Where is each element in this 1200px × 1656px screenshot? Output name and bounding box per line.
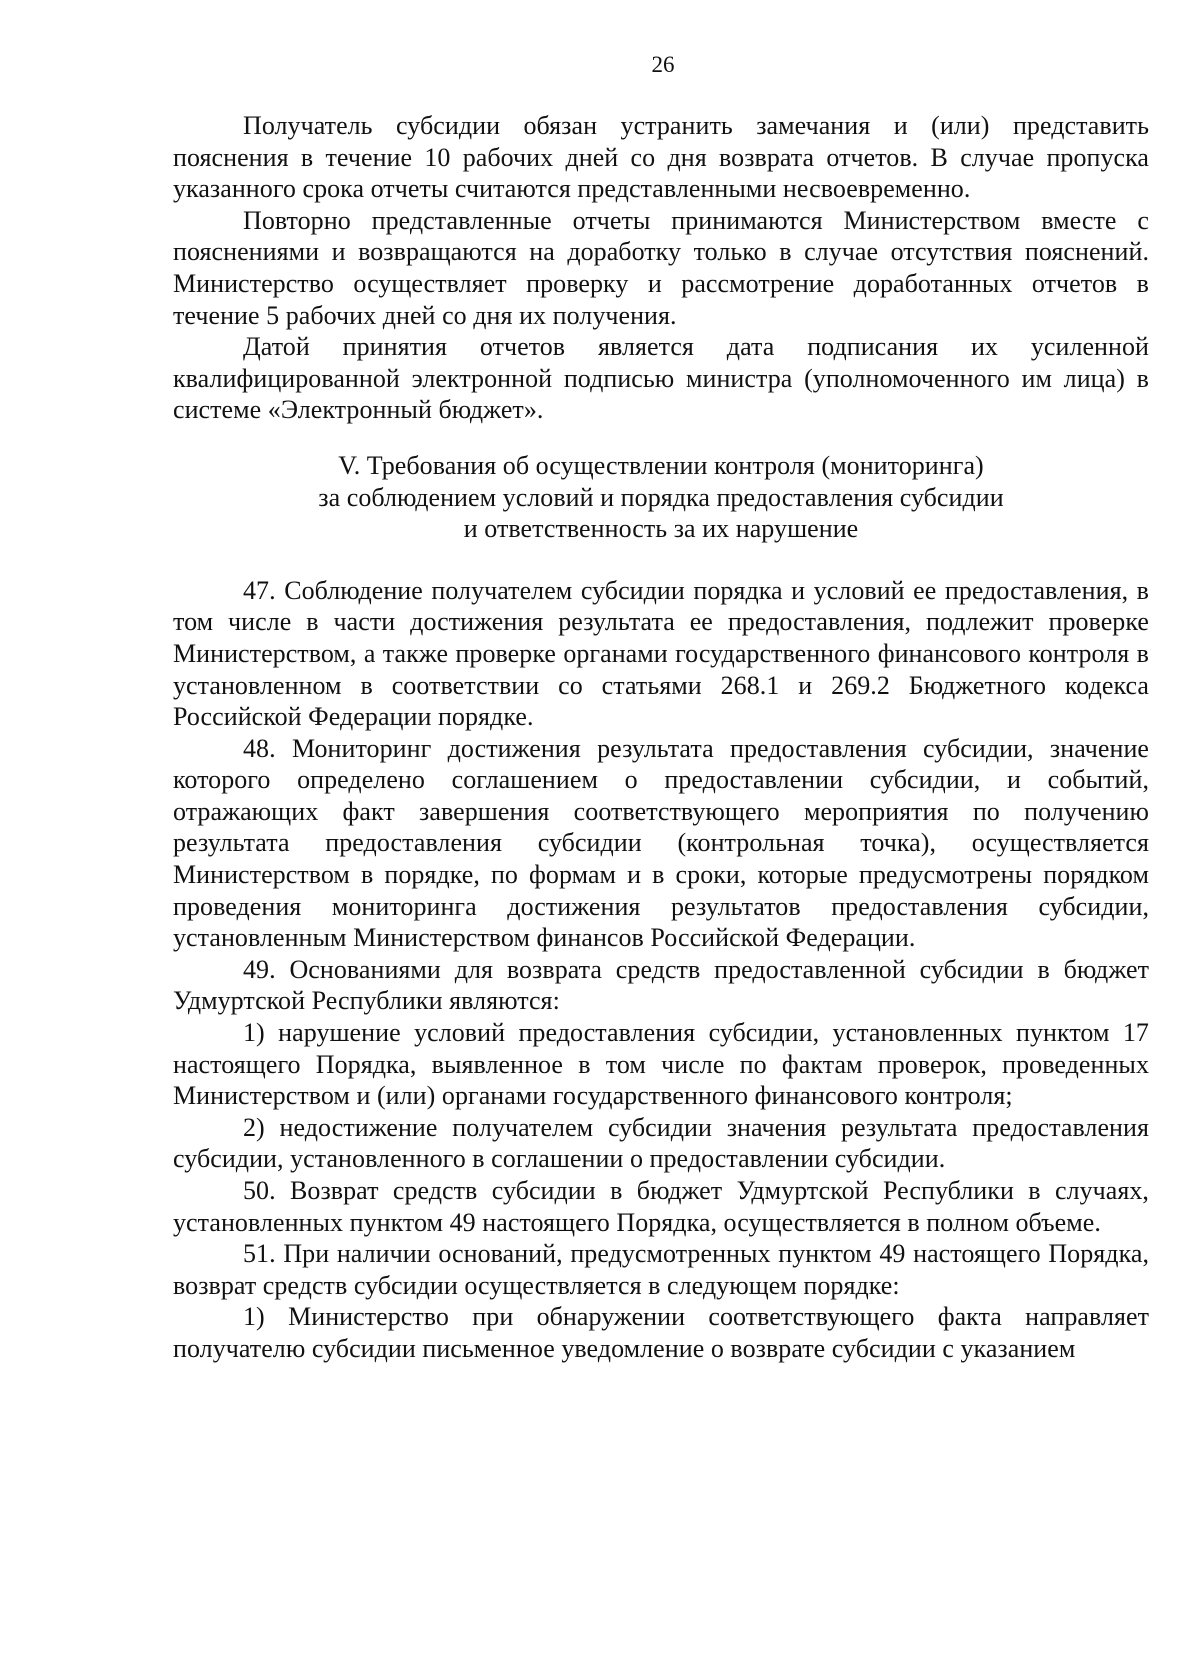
paragraph-report-corrections: Получатель субсидии обязан устранить замечания и (или) представить пояснения в течение 10 рабочих дней со дня возврата отчетов. В случае пропуска указанного срока отчеты считаются представленными несвоевременно. [173, 111, 1149, 204]
paragraph-item-51-subitem-1: 1) Министерство при обнаружении соответствующего факта направляет получателю субсидии письменное уведомление о возврате субсидии с указанием [173, 1302, 1149, 1363]
paragraph-resubmitted-reports: Повторно представленные отчеты принимаются Министерством вместе с пояснениями и возвращаются на доработку только в случае отсутствия пояснений. Министерство осуществляет проверку и рассмотрение доработанных отчетов в течение 5 рабочих дней со дня их получения. [173, 205, 1149, 330]
paragraph-item-49-subitem-1: 1) нарушение условий предоставления субсидии, установленных пунктом 17 настоящего Порядка, выявленное в том числе по фактам проверок, проведенных Министерством и (или) органами государственного финансового контроля; [173, 1018, 1149, 1111]
paragraph-item-50: 50. Возврат средств субсидии в бюджет Удмуртской Республики в случаях, установленных пунктом 49 настоящего Порядка, осуществляется в полном объеме. [173, 1176, 1149, 1237]
paragraph-item-49-subitem-2: 2) недостижение получателем субсидии значения результата предоставления субсидии, установленного в соглашении о предоставлении субсидии. [173, 1112, 1149, 1174]
paragraph-item-51: 51. При наличии оснований, предусмотренных пунктом 49 настоящего Порядка, возврат средств субсидии осуществляется в следующем порядке: [173, 1239, 1149, 1300]
section-heading [173, 450, 1149, 545]
section-heading-line-1: V. Требования об осуществлении контроля (мониторинга) [338, 450, 984, 480]
paragraph-item-49: 49. Основаниями для возврата средств предоставленной субсидии в бюджет Удмуртской Республики являются: [173, 954, 1149, 1016]
paragraph-item-47: 47. Соблюдение получателем субсидии порядка и условий ее предоставления, в том числе в части достижения результата ее предоставления, подлежит проверке Министерством, а также проверке органами государственного финансового контроля в установленном в соответствии со статьями 268.1 и 269.2 Бюджетного кодекса Российской Федерации порядке. [173, 575, 1149, 732]
paragraph-acceptance-date: Датой принятия отчетов является дата подписания их усиленной квалифицированной электронной подписью министра (уполномоченного им лица) в системе «Электронный бюджет». [173, 332, 1149, 425]
paragraph-item-48: 48. Мониторинг достижения результата предоставления субсидии, значение которого определено соглашением о предоставлении субсидии, и событий, отражающих факт завершения соответствующего мероприятия по получению результата предоставления субсидии (контрольная точка), осуществляется Министерством в порядке, по формам и в сроки, которые предусмотрены порядком проведения мониторинга достижения результатов предоставления субсидии, установленным Министерством финансов Российской Федерации. [173, 733, 1149, 953]
page-number: 26 [651, 52, 675, 77]
section-heading-line-2: за соблюдением условий и порядка предоставления субсидии [318, 482, 1004, 512]
document-body [173, 110, 1149, 1365]
section-heading-line-3: и ответственность за их нарушение [463, 514, 859, 544]
